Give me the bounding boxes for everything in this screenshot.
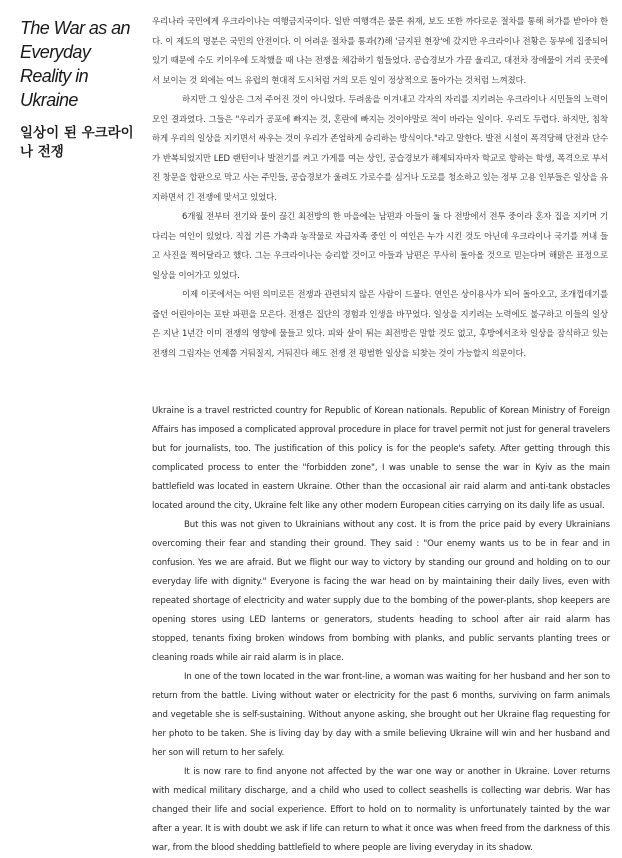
title-block — [20, 16, 140, 162]
korean-title: 일상이 된 우크라이나 전쟁 — [20, 125, 134, 160]
korean-article-body — [152, 12, 608, 363]
korean-paragraph: 6개월 전부터 전기와 물이 끊긴 최전방의 한 마을에는 남편과 아들이 둘 다 전방에서 전투 중이라 혼자 집을 지키며 기다리는 여인이 있었다. 직접 기른 가축과 농작물로 자급자족 중인 이 여인은 누가 시킨 것도 아닌데 우크라이나 국기를 꺼내 들고 사진을 찍어달라고 했다. 그는 우크라이나는 승리할 것이고 아들과 남편은 무사히 돌아올 것으로 믿는다며 해맑은 표정으로 일상을 이어가고 있었다. — [152, 211, 608, 280]
korean-paragraph: 하지만 그 일상은 그저 주어진 것이 아니었다. 두려움을 이겨내고 각자의 자리를 지키려는 우크라이나 시민들의 노력이 모인 결과였다. 그들은 "우리가 공포에 빠지는 것, 혼란에 빠지는 것이야말로 적이 바라는 일이다. 우리도 두렵다. 하지만, 침착하게 우리의 일상을 지키면서 싸우는 것이 우리가 존엄하게 승리하는 방식이다."라고 말한다. 발전 시설이 폭격당해 단전과 단수가 반복되었지만 LED 랜턴이나 발전기를 켜고 가게를 여는 상인, 공습경보가 해제되자마자 학교로 향하는 학생, 폭격으로 부서진 창문을 합판으로 막고 사는 주민들, 공습경보가 울려도 가로수를 심거나 도로를 청소하고 있는 정부 고용 인부들은 일상을 유지하면서 긴 전쟁에 맞서고 있었다. — [152, 94, 608, 202]
english-paragraph: But this was not given to Ukrainians without any cost. It is from the price paid by every Ukrainians overcoming their fear and standing their ground. They said : "Our enemy wants us to be in fear and in confusion. Yes we are afraid. But we flight our way to victory by standing our ground and holding on to our everyday life with dignity." Everyone is facing the war head on by maintaining their daily lives, even with repeated shortage of electricity and water supply due to the bombing of the power-plants, shop keepers are opening stores using LED lanterns or generators, students heading to school after air raid alarm has stopped, tenants fixing broken windows from bombing with planks, and public servants planting trees or cleaning roads while air raid alarm is in place. — [152, 520, 610, 663]
english-paragraph: In one of the town located in the war front-line, a woman was waiting for her husband and her son to return from the battle. Living without water or electricity for the past 6 months, surviving on farm animals and vegetable she is self-sustaining. Without anyone asking, she brought out her Ukraine flag requesting for her photo to be taken. She is living day by day with a smile believing Ukraine will win and her husband and her son will return to her safely. — [152, 672, 610, 758]
english-paragraph: Ukraine is a travel restricted country for Republic of Korean nationals. Republic of Korean Ministry of Foreign Affairs has imposed a complicated approval procedure in place for travel permit not just for general travelers but for journalists, too. The justification of this policy is for the people's safety. After getting through this complicated process to enter the "forbidden zone", I was unable to sense the war in Kyiv as the main battlefield was located in eastern Ukraine. Other than the occasional air raid alarm and anti-tank obstacles located around the city, Ukraine felt like any other modern European cities carrying on its daily life as usual. — [152, 406, 610, 511]
korean-paragraph: 이제 이곳에서는 어떤 의미로든 전쟁과 관련되지 않은 사람이 드물다. 연인은 상이용사가 되어 돌아오고, 조개껍데기를 줍던 어린아이는 포탄 파편을 모은다. 전쟁은 집단의 경험과 인생을 바꾸었다. 일상을 지키려는 노력에도 불구하고 이들의 일상은 지난 1년간 이미 전쟁의 영향에 물들고 있다. 피와 살이 튀는 최전방은 말할 것도 없고, 후방에서조차 일상을 잠식하고 있는 전쟁의 그림자는 언제쯤 거둬질지, 거둬진다 해도 전쟁 전 평범한 일상을 되찾는 것이 가능할지 의문이다. — [152, 289, 608, 358]
korean-paragraph: 우리나라 국민에게 우크라이나는 여행금지국이다. 일반 여행객은 물론 취재, 보도 또한 까다로운 절차를 통해 허가를 받아야 한다. 이 제도의 명분은 국민의 안전이다. 이 어려운 절차를 통과(?)해 '금지된 현장'에 갔지만 우크라이나 전황은 동부에 집중되어 있기 때문에 수도 키이우에 도착했을 때 나는 전쟁을 체감하기 힘들었다. 공습경보가 가끔 울리고, 대전차 장애물이 거리 곳곳에서 보이는 것 외에는 여느 유럽의 현대적 도시처럼 거의 모든 일이 정상적으로 돌아가는 것처럼 느껴졌다. — [152, 16, 608, 85]
english-article-body — [152, 402, 610, 858]
english-paragraph: It is now rare to find anyone not affected by the war one way or another in Ukraine. Lover returns with medical military discharge, and a child who used to collect seashells is collecting war debris. War has changed their life and social experience. Effort to hold on to normality is unfortunately tainted by the war after a year. It is with doubt we ask if life can return to what it once was when freed from the darkness of this war, from the blood shedding battlefield to where people are living everyday in its shadow. — [152, 767, 610, 853]
english-title: The War as an Everyday Reality in Ukraine — [20, 18, 130, 110]
